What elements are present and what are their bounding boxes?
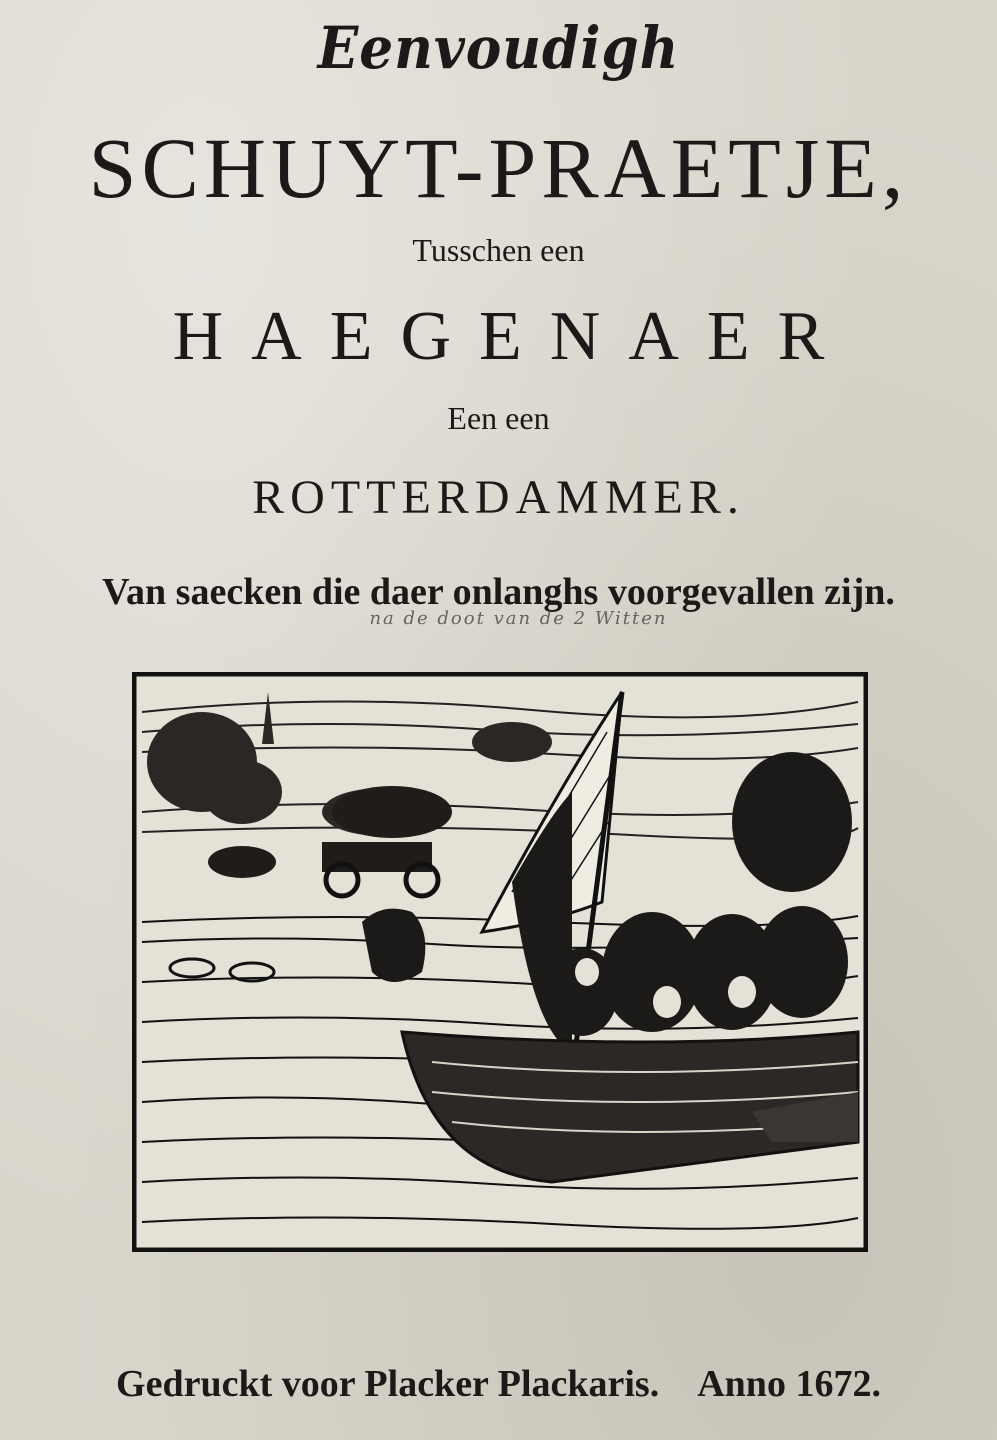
year-line: Anno 1672. <box>697 1363 881 1405</box>
between-line: Tusschen een <box>412 232 585 268</box>
imprint <box>0 1362 997 1406</box>
conjunction-line: Een een <box>447 400 550 436</box>
party-two: ROTTERDAMMER. <box>252 471 745 524</box>
party-one: HAEGENAER <box>172 298 853 375</box>
main-title: SCHUYT-PRAETJE, <box>88 120 909 216</box>
subtitle: Van saecken die daer onlanghs voorgevallen zijn. <box>102 571 895 613</box>
woodcut-illustration <box>132 672 868 1252</box>
printer-line: Gedruckt voor Placker Plackaris. <box>116 1363 660 1405</box>
blackletter-title: Eenvoudigh <box>317 14 680 82</box>
handwritten-note: na de doot van de 2 Witten <box>369 608 668 629</box>
